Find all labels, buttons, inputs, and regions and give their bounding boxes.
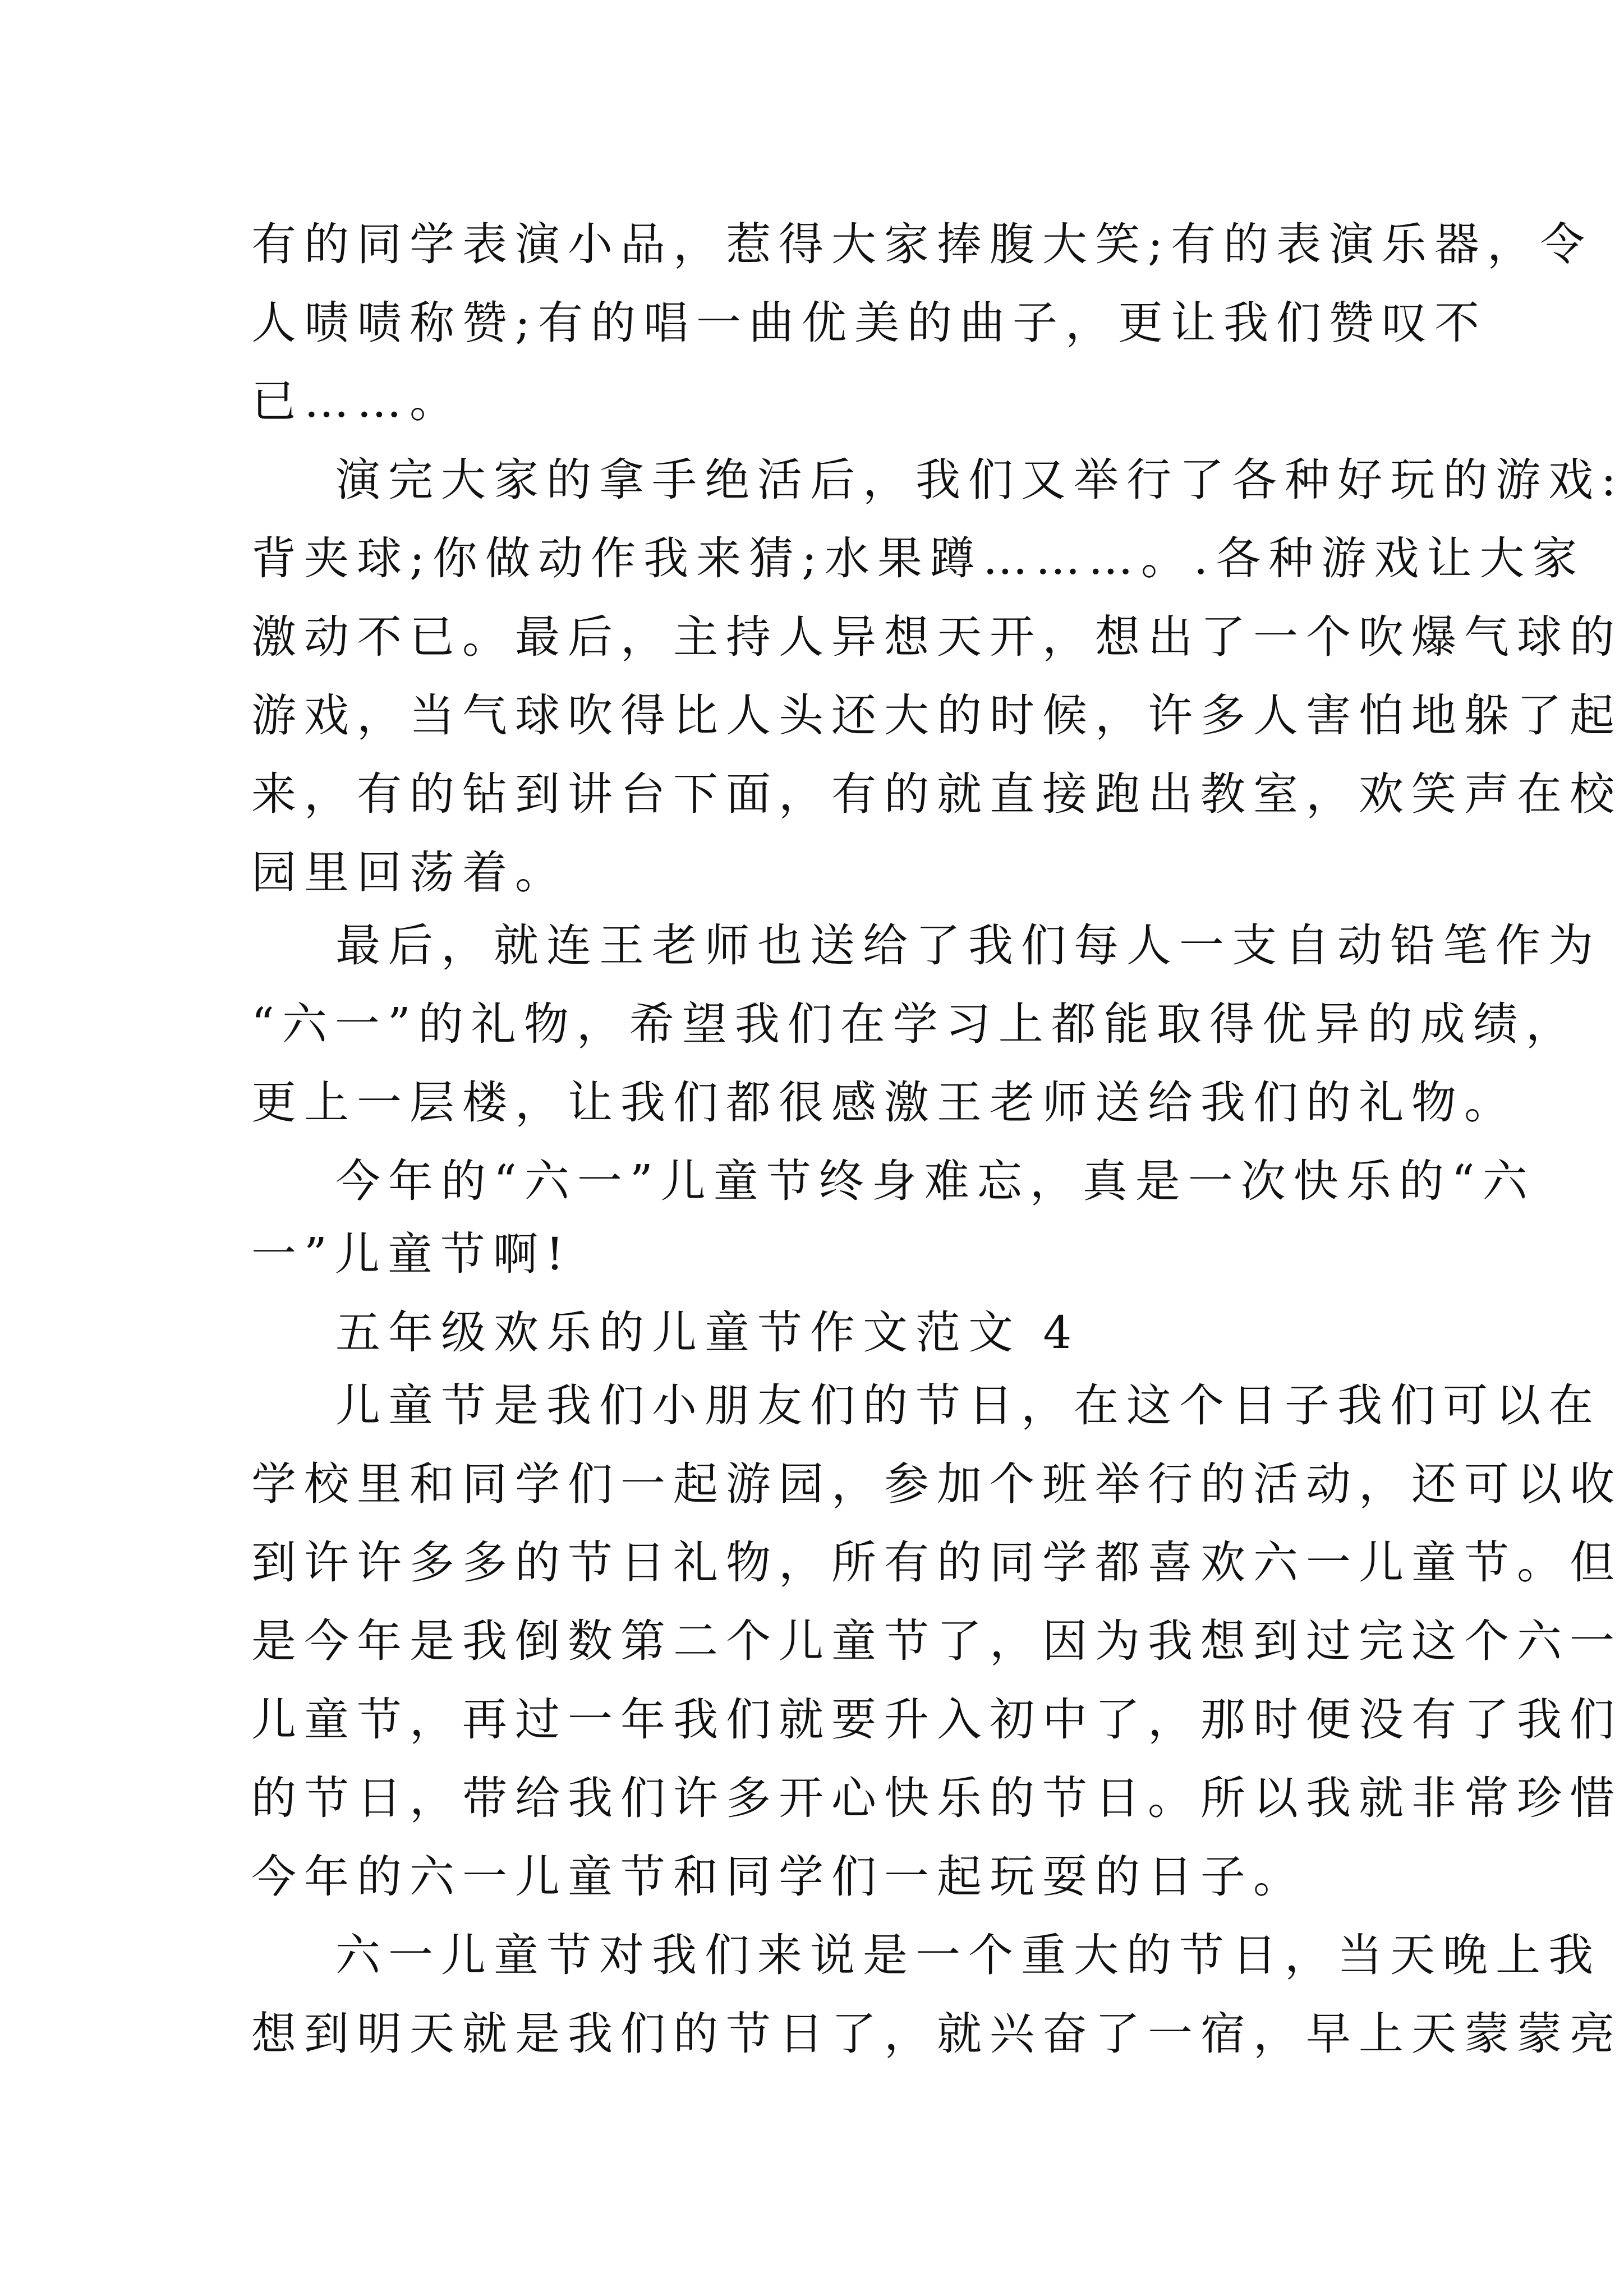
text-line: 一”儿童节啊! xyxy=(251,1228,572,1280)
text-line: 学校里和同学们一起游园，参加个班举行的活动，还可以收 xyxy=(251,1458,1622,1510)
paragraph-first-line: 六一儿童节对我们来说是一个重大的节日，当天晚上我 xyxy=(335,1929,1601,1981)
paragraph-first-line: 最后，就连王老师也送给了我们每人一支自动铅笔作为 xyxy=(335,919,1601,972)
text-line: 背夹球;你做动作我来猜;水果蹲………。.各种游戏让大家 xyxy=(251,532,1585,585)
text-line: “六一”的礼物，希望我们在学习上都能取得优异的成绩， xyxy=(251,998,1579,1050)
text-line: 人啧啧称赞;有的唱一曲优美的曲子，更让我们赞叹不 xyxy=(251,297,1487,349)
text-line: 游戏，当气球吹得比人头还大的时候，许多人害怕地躲了起 xyxy=(251,689,1622,742)
text-line: 更上一层楼，让我们都很感激王老师送给我们的礼物。 xyxy=(251,1076,1517,1129)
paragraph-first-line: 今年的“六一”儿童节终身难忘，真是一次快乐的“六 xyxy=(335,1155,1535,1207)
text-line: 园里回荡着。 xyxy=(251,846,568,899)
text-line: 有的同学表演小品，惹得大家捧腹大笑;有的表演乐器，令 xyxy=(251,218,1593,270)
text-line: 今年的六一儿童节和同学们一起玩耍的日子。 xyxy=(251,1851,1306,1903)
section-heading: 五年级欢乐的儿童节作文范文 4 xyxy=(335,1306,1080,1359)
text-line: 儿童节，再过一年我们就要升入初中了，那时便没有了我们 xyxy=(251,1694,1622,1746)
text-line: 的节日，带给我们许多开心快乐的节日。所以我就非常珍惜 xyxy=(251,1772,1622,1824)
paragraph-first-line: 演完大家的拿手绝活后，我们又举行了各种好玩的游戏: xyxy=(335,454,1624,506)
paragraph-first-line: 儿童节是我们小朋友们的节日，在这个日子我们可以在 xyxy=(335,1379,1601,1432)
text-line: 到许许多多的节日礼物，所有的同学都喜欢六一儿童节。但 xyxy=(251,1536,1622,1589)
text-line: 激动不已。最后，主持人异想天开，想出了一个吹爆气球的 xyxy=(251,611,1622,663)
text-line: 是今年是我倒数第二个儿童节了，因为我想到过完这个六一 xyxy=(251,1615,1622,1667)
text-line: 来，有的钻到讲台下面，有的就直接跑出教室，欢笑声在校 xyxy=(251,768,1622,820)
text-line: 想到明天就是我们的节日了，就兴奋了一宿，早上天蒙蒙亮 xyxy=(251,2008,1622,2060)
text-line: 已……。 xyxy=(251,375,462,427)
